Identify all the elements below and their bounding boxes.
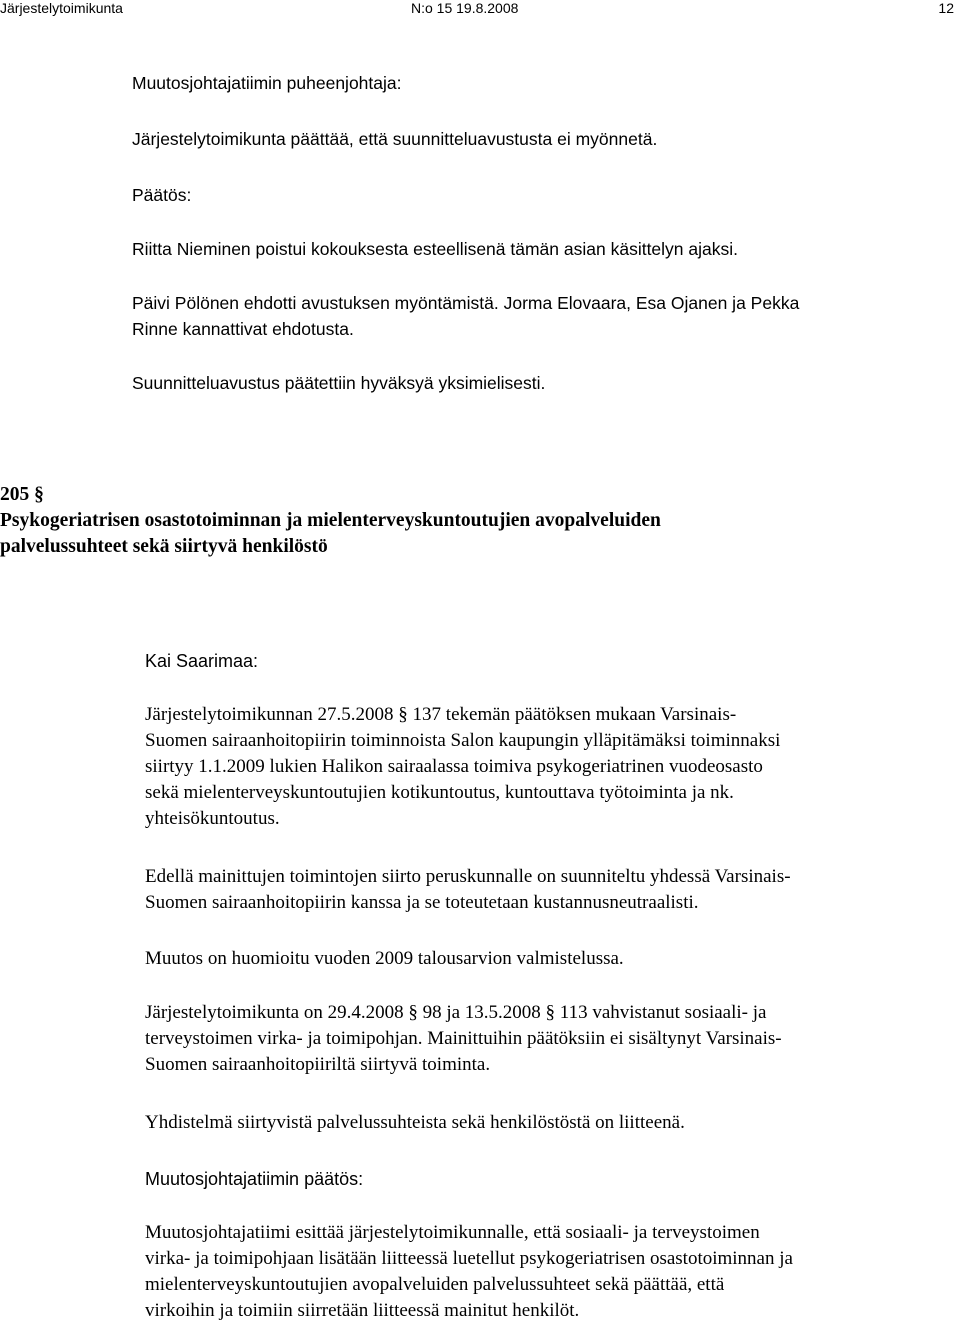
section-title: Psykogeriatrisen osastotoiminnan ja mielenterveyskuntoutujien avopalveluiden palvelussuhteet sekä siirtyvä henkilöstö <box>0 510 661 557</box>
body-paragraph-3: Muutos on huomioitu vuoden 2009 talousarvion valmistelussa. <box>145 948 624 969</box>
decision-paragraph-1: Riitta Nieminen poistui kokouksesta esteellisenä tämän asian käsittelyn ajaksi. <box>132 239 738 259</box>
page-header <box>0 0 960 20</box>
chair-proposal: Järjestelytoimikunta päättää, että suunnitteluavustusta ei myönnetä. <box>132 129 658 149</box>
decision-label: Päätös: <box>132 185 192 205</box>
presenter-label: Kai Saarimaa: <box>145 651 259 671</box>
section-number: 205 § <box>0 484 44 505</box>
body-paragraph-6: Muutosjohtajatiimi esittää järjestelytoimikunnalle, että sosiaali- ja terveystoimen virka- ja toimipohjaan lisätään liitteessä luetellut psykogeriatrisen osastotoiminnan ja mielenterveyskuntoutujien avopalveluiden palvelussuhteet sekä päättää, että virkoihin ja toimiin siirretään liitteessä mainitut henkilöt. <box>145 1222 793 1321</box>
body-paragraph-2: Edellä mainittujen toimintojen siirto peruskunnalle on suunniteltu yhdessä Varsinais- Suomen sairaanhoitopiirin kanssa ja se toteutetaan kustannusneutraalisti. <box>145 866 791 913</box>
decision-paragraph-2: Päivi Pölönen ehdotti avustuksen myöntämistä. Jorma Elovaara, Esa Ojanen ja Pekka Rinne kannattivat ehdotusta. <box>132 293 800 339</box>
chair-label: Muutosjohtajatiimin puheenjohtaja: <box>132 73 402 93</box>
header-issue: N:o 15 19.8.2008 <box>411 0 519 16</box>
body-paragraph-4: Järjestelytoimikunta on 29.4.2008 § 98 ja 13.5.2008 § 113 vahvistanut sosiaali- ja terveystoimen virka- ja toimipohjan. Mainittuihin päätöksiin ei sisältynyt Varsinais- Suomen sairaanhoitopiiriltä siirtyvä toiminta. <box>145 1002 782 1075</box>
decision-paragraph-3: Suunnitteluavustus päätettiin hyväksyä yksimielisesti. <box>132 373 546 393</box>
page-number: 12 <box>938 0 954 16</box>
body-paragraph-5: Yhdistelmä siirtyvistä palvelussuhteista sekä henkilöstöstä on liitteenä. <box>145 1112 685 1133</box>
body-paragraph-1: Järjestelytoimikunnan 27.5.2008 § 137 tekemän päätöksen mukaan Varsinais- Suomen sairaanhoitopiirin toiminnoista Salon kaupungin ylläpitämäksi toiminnaksi siirtyy 1.1.2009 lukien Halikon sairaalassa toimiva psykogeriatrinen vuodeosasto sekä mielenterveyskuntoutujien kotikuntoutus, kuntouttava työtoiminta ja nk. yhteisökuntoutus. <box>145 704 781 829</box>
team-decision-label: Muutosjohtajatiimin päätös: <box>145 1169 364 1189</box>
header-organization: Järjestelytoimikunta <box>0 0 123 16</box>
